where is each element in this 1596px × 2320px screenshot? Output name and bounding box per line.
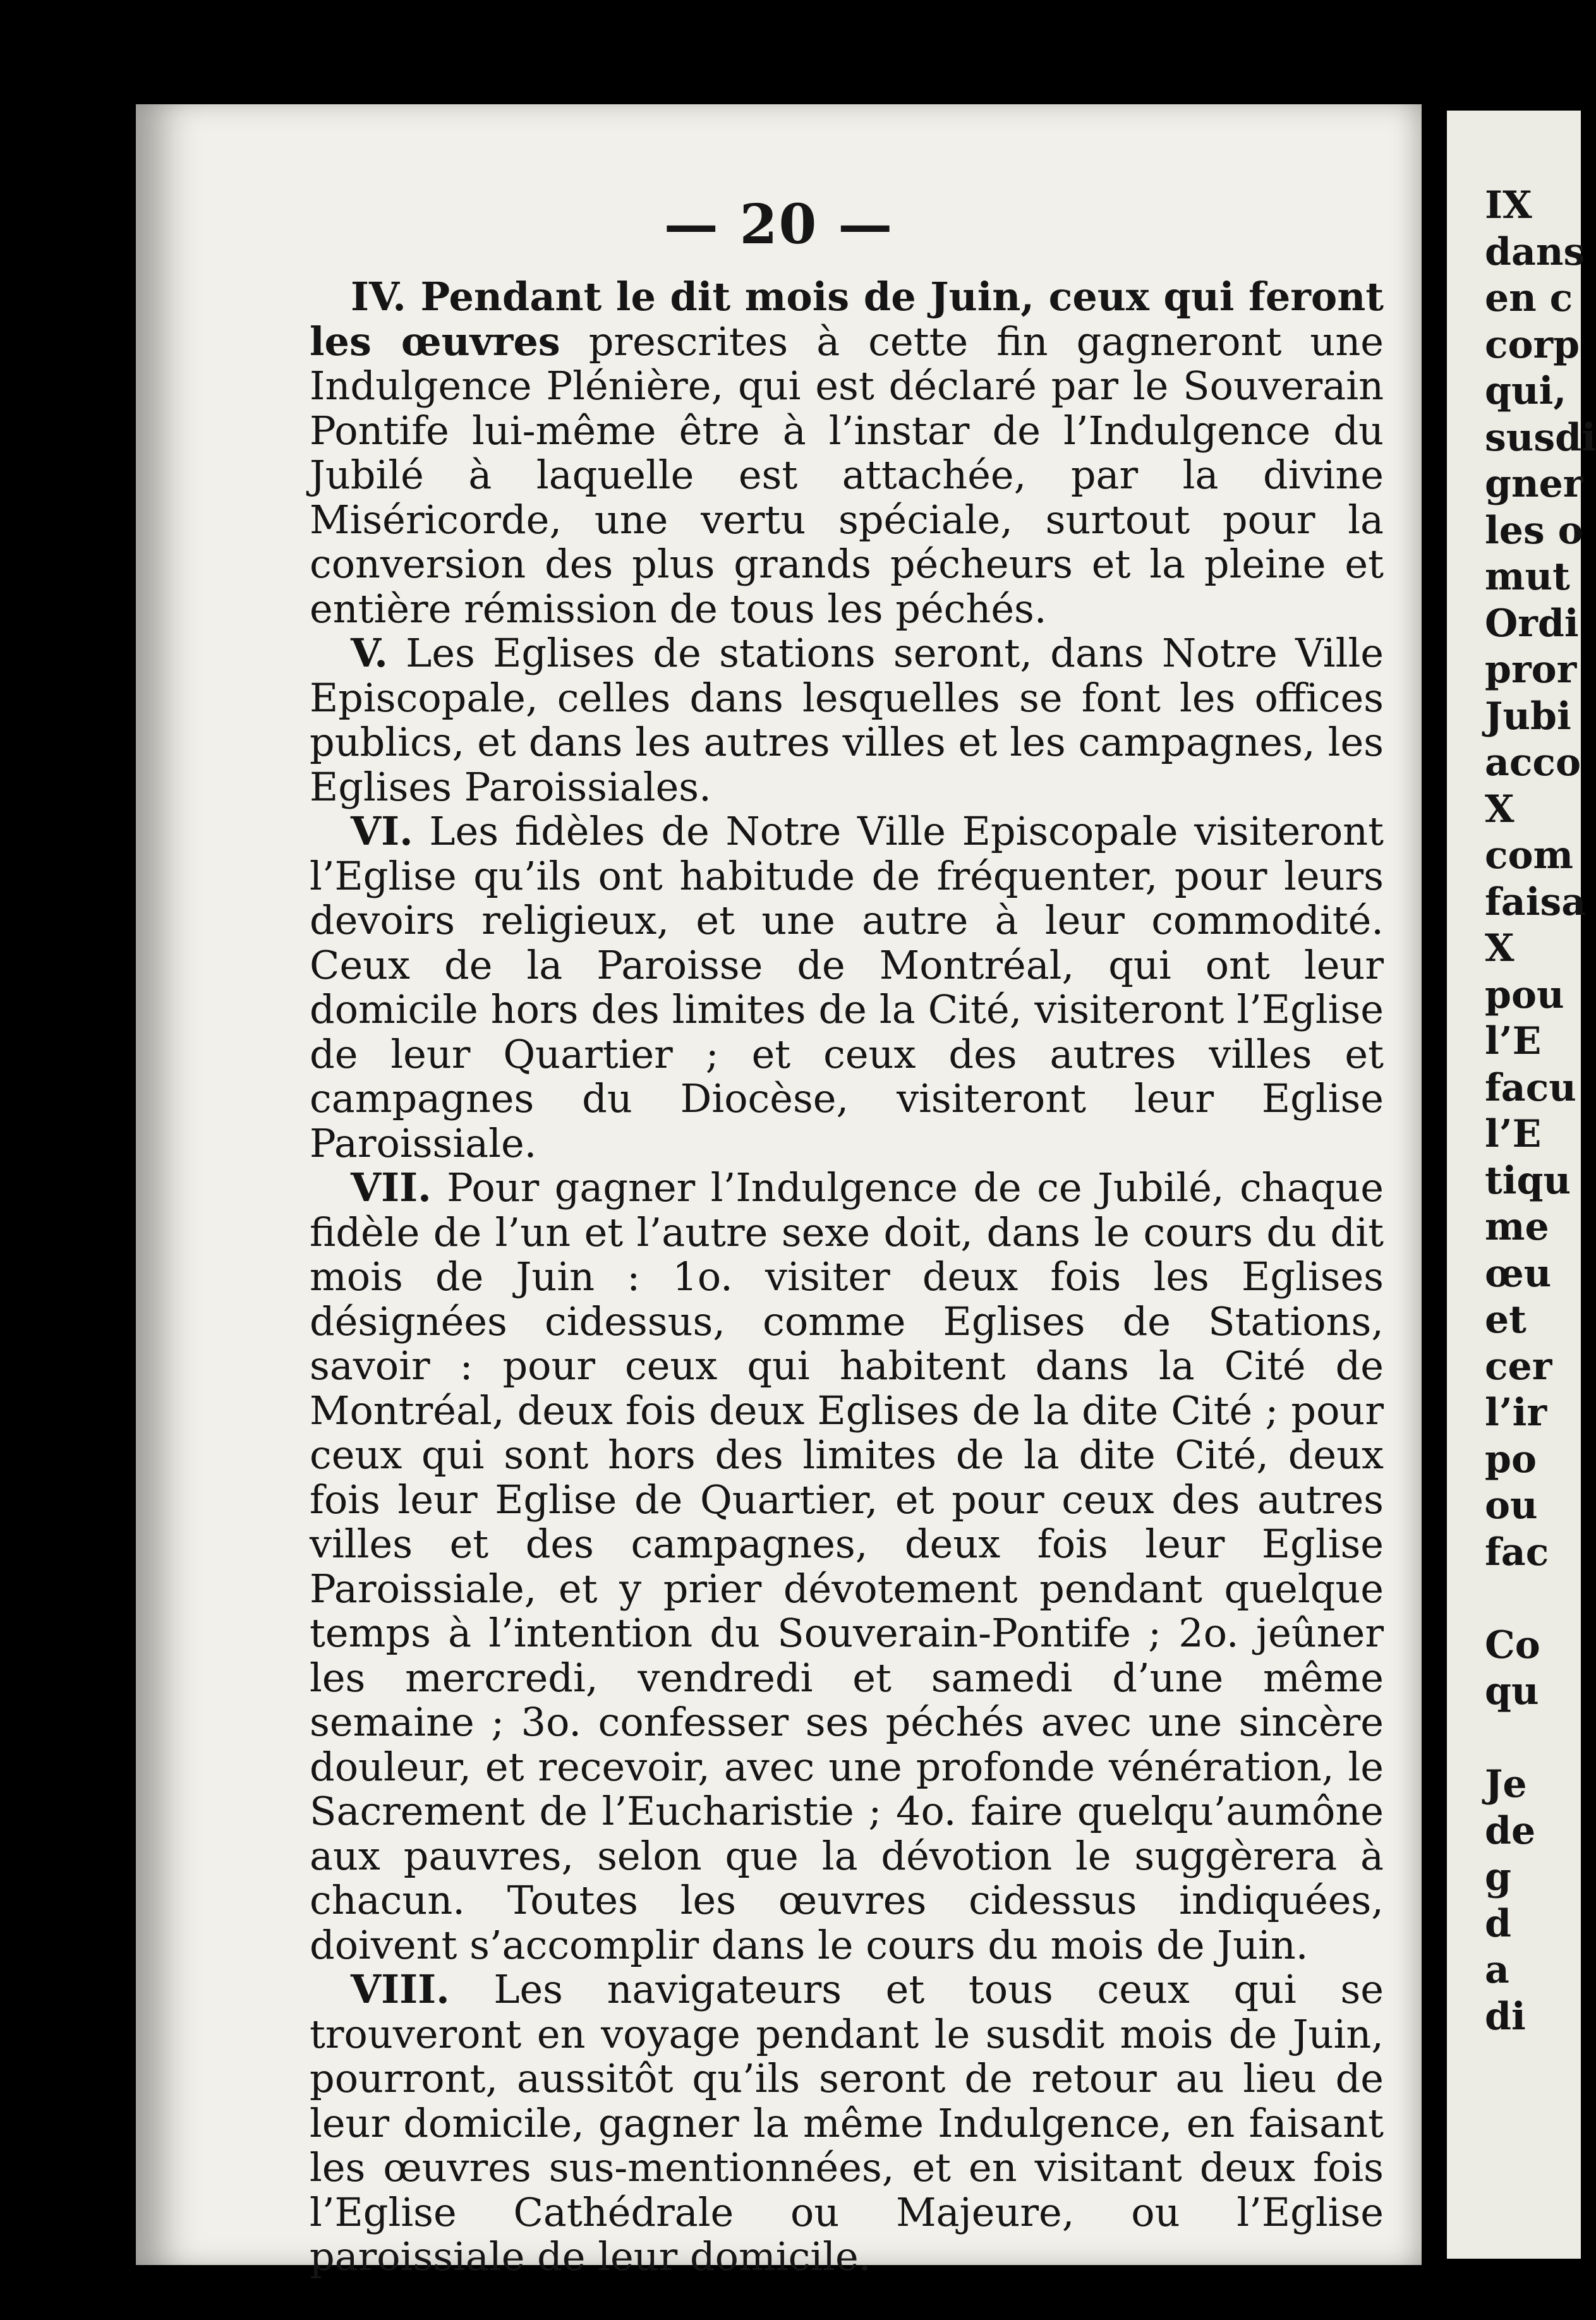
facing-page-fragment: com: [1485, 833, 1574, 878]
facing-page-fragment: pror: [1485, 648, 1577, 692]
facing-page-fragment: facu: [1485, 1065, 1576, 1110]
facing-page-fragment: qu: [1485, 1669, 1539, 1713]
facing-page-fragment: IX: [1485, 183, 1532, 227]
paragraph-lead: V.: [351, 630, 388, 676]
paragraph-v: [310, 631, 1384, 809]
facing-page-fragment: en c: [1485, 276, 1573, 320]
facing-page-fragment: qui,: [1485, 369, 1567, 413]
facing-page-fragment: Ordi: [1485, 601, 1579, 646]
facing-page-fragment: X: [1485, 787, 1514, 831]
facing-page-fragment: les o: [1485, 508, 1583, 553]
paragraph-viii: [310, 1967, 1384, 2280]
paragraph-vii: [310, 1166, 1384, 1967]
facing-page-fragment: l’ir: [1485, 1391, 1547, 1435]
paragraph-lead: VII.: [351, 1164, 432, 1211]
document-page: [136, 104, 1422, 2280]
facing-page-fragment: gner: [1485, 462, 1583, 506]
facing-page-fragment: de: [1485, 1808, 1536, 1853]
facing-page-fragment: l’E: [1485, 1112, 1542, 1156]
facing-page-fragment: Je: [1485, 1762, 1527, 1806]
paragraph-lead: IV. Pendant le dit mois de Juin, ceux qui feront les œuvres: [310, 274, 1384, 365]
facing-page-fragment: a: [1485, 1948, 1509, 1992]
facing-page-fragment: corp: [1485, 322, 1580, 367]
facing-page-fragment: dans: [1485, 229, 1585, 274]
facing-page-fragment: g: [1485, 1855, 1511, 1899]
page-body: [310, 275, 1384, 2280]
facing-page-edge: [1447, 111, 1596, 2259]
facing-page-fragment: pou: [1485, 972, 1564, 1017]
facing-page-fragment: me: [1485, 1205, 1549, 1249]
facing-page-fragment: cer: [1485, 1344, 1552, 1389]
paragraph-text: Les navigateurs et tous ceux qui se trouveront en voyage pendant le susdit mois de Juin, pourront, aussitôt qu’ils seront de retour au lieu de leur domicile, gagner la même Indulgence, en faisant les œuvres sus-mentionnées, et en visitant deux fois l’Eglise Cathédrale ou Majeure, ou l’Eglise paroissiale de leur domicile.: [310, 1966, 1384, 2280]
paragraph-text: Les Eglises de stations seront, dans Notre Ville Episcopale, celles dans lesquelles se font les offices publics, et dans les autres villes et les campagnes, les Eglises Paroissiales.: [310, 630, 1384, 810]
facing-page-fragment: œu: [1485, 1251, 1552, 1296]
facing-page-fragment: ou: [1485, 1483, 1538, 1528]
facing-page-fragment: X: [1485, 926, 1514, 970]
facing-page-fragment: fac: [1485, 1530, 1549, 1574]
page-number: — 20 —: [663, 193, 894, 257]
paragraph-text: prescrites à cette fin gagneront une Indulgence Plénière, qui est déclaré par le Souverain Pontife lui-même être à l’instar de l’Indulgence du Jubilé à laquelle est attachée, par la divine Miséricorde, une vertu spéciale, surtout pour la conversion des plus grands pécheurs et la pleine et entière rémission de tous les péchés.: [310, 318, 1384, 632]
facing-page-fragment: d: [1485, 1901, 1511, 1946]
paragraph-text: Les fidèles de Notre Ville Episcopale visiteront l’Eglise qu’ils ont habitude de fréquenter, pour leurs devoirs religieux, et une autre à leur commodité. Ceux de la Paroisse de Montréal, qui ont leur domicile hors des limites de la Cité, visiteront l’Eglise de leur Quartier ; et ceux des autres villes et campagnes du Diocèse, visiteront leur Eglise Paroissiale.: [310, 808, 1384, 1166]
facing-page-fragment: susdi: [1485, 415, 1596, 460]
paragraph-lead: VI.: [351, 808, 413, 854]
paragraph-vi: [310, 809, 1384, 1166]
facing-page-fragment: tiqu: [1485, 1158, 1571, 1203]
facing-page-fragment: Co: [1485, 1622, 1540, 1667]
facing-page-fragment: et: [1485, 1298, 1526, 1342]
paragraph-text: Pour gagner l’Indulgence de ce Jubilé, chaque fidèle de l’un et l’autre sexe doit, dans le cours du dit mois de Juin : 1o. visiter deux fois les Eglises désignées cidessus, comme Eglises de Stations, savoir : pour ceux qui habitent dans la Cité de Montréal, deux fois deux Eglises de la dite Cité ; pour ceux qui sont hors des limites de la dite Cité, deux fois leur Eglise de Quartier, et pour ceux des autres villes et des campagnes, deux fois leur Eglise Paroissiale, et y prier dévotement pendant quelque temps à l’intention du Souverain-Pontife ; 2o. jeûner les mercredi, vendredi et samedi d’une même semaine ; 3o. confesser ses péchés avec une sincère douleur, et recevoir, avec une profonde vénération, le Sacrement de l’Eucharistie ; 4o. faire quelqu’aumône aux pauvres, selon que la dévotion le suggèrera à chacun. Toutes les œuvres cidessus indiquées, doivent s’accomplir dans le cours du mois de Juin.: [310, 1164, 1384, 1968]
paragraph-lead: VIII.: [351, 1966, 450, 2012]
facing-page-fragment: l’E: [1485, 1019, 1542, 1063]
facing-page-fragment: faisa: [1485, 879, 1587, 924]
facing-page-fragment: acco: [1485, 740, 1581, 785]
facing-page-fragment: mut: [1485, 555, 1570, 599]
facing-page-fragment: Jubi: [1485, 694, 1571, 739]
facing-page-fragment: po: [1485, 1437, 1537, 1482]
facing-page-fragment: di: [1485, 1994, 1526, 2039]
paragraph-iv: [310, 275, 1384, 631]
